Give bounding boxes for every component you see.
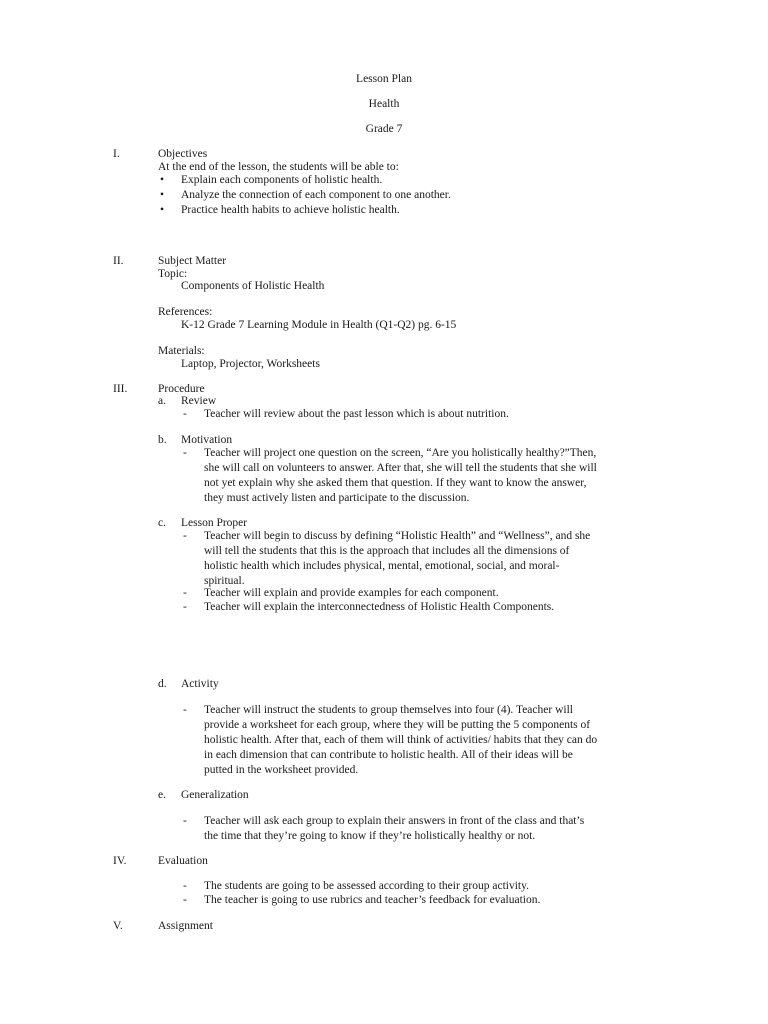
motivation-label: Motivation [181, 434, 233, 446]
section-numeral: IV. [113, 855, 127, 867]
procedure-heading: Procedure [158, 383, 205, 395]
objectives-heading: Objectives [158, 148, 208, 160]
activity-line: holistic health. After that, each of them will think of activities/ habits that they can do [204, 734, 598, 746]
objectives-intro: At the end of the lesson, the students will be able to: [158, 161, 399, 173]
activity-line: provide a worksheet for each group, where they will be putting the 5 components of [204, 719, 591, 731]
dash-marker: - [183, 704, 187, 716]
lesson-proper-line: spiritual. [204, 575, 245, 587]
step-letter: c. [158, 517, 166, 529]
evaluation-item: The students are going to be assessed according to their group activity. [204, 880, 529, 892]
dash-marker: - [183, 894, 187, 906]
bullet-icon: • [160, 204, 165, 216]
lesson-proper-item: Teacher will explain and provide examples for each component. [204, 587, 499, 599]
step-letter: a. [158, 395, 166, 407]
motivation-line: not yet explain why she asked them that question. If they want to know the answer, [204, 477, 587, 489]
generalization-line: Teacher will ask each group to explain their answers in front of the class and that’s [204, 815, 585, 827]
section-numeral: V. [113, 920, 123, 932]
dash-marker: - [183, 447, 187, 459]
dash-marker: - [183, 601, 187, 613]
section-numeral: I. [113, 148, 120, 160]
lesson-proper-line: holistic health which includes physical, mental, emotional, social, and moral- [204, 560, 560, 572]
document-subject: Health [368, 98, 400, 110]
step-letter: e. [158, 789, 166, 801]
objective-item: Analyze the connection of each component to one another. [181, 189, 451, 201]
topic-label: Topic: [158, 268, 188, 280]
materials-label: Materials: [158, 345, 205, 357]
dash-marker: - [183, 587, 187, 599]
motivation-line: Teacher will project one question on the screen, “Are you holistically healthy?”Then, [204, 447, 597, 459]
lesson-proper-line: Teacher will begin to discuss by defining “Holistic Health” and “Wellness”, and she [204, 530, 591, 542]
materials-value: Laptop, Projector, Worksheets [181, 358, 320, 370]
generalization-label: Generalization [181, 789, 249, 801]
lesson-proper-item: Teacher will explain the interconnectedness of Holistic Health Components. [204, 601, 555, 613]
dash-marker: - [183, 815, 187, 827]
bullet-icon: • [160, 189, 165, 201]
subject-matter-heading: Subject Matter [158, 255, 227, 267]
activity-line: in each dimension that can contribute to holistic health. All of their ideas will be [204, 749, 573, 761]
step-letter: d. [158, 678, 167, 690]
assignment-heading: Assignment [158, 920, 213, 932]
topic-value: Components of Holistic Health [181, 280, 325, 292]
activity-line: putted in the worksheet provided. [204, 764, 359, 776]
dash-marker: - [183, 408, 187, 420]
activity-line: Teacher will instruct the students to group themselves into four (4). Teacher will [204, 704, 573, 716]
section-numeral: II. [113, 255, 124, 267]
dash-marker: - [183, 880, 187, 892]
activity-label: Activity [181, 678, 219, 690]
motivation-line: she will call on volunteers to answer. After that, she will tell the students that she will [204, 462, 597, 474]
lesson-proper-label: Lesson Proper [181, 517, 248, 529]
motivation-line: they must actively listen and participate to the discussion. [204, 492, 470, 504]
references-value: K-12 Grade 7 Learning Module in Health (Q1-Q2) pg. 6-15 [181, 319, 457, 331]
document-title: Lesson Plan [356, 73, 412, 85]
evaluation-item: The teacher is going to use rubrics and teacher’s feedback for evaluation. [204, 894, 541, 906]
document-grade: Grade 7 [365, 123, 403, 135]
dash-marker: - [183, 530, 187, 542]
objective-item: Explain each components of holistic health. [181, 174, 383, 186]
review-label: Review [181, 395, 217, 407]
bullet-icon: • [160, 174, 165, 186]
evaluation-heading: Evaluation [158, 855, 208, 867]
lesson-proper-line: will tell the students that this is the approach that includes all the dimensions of [204, 545, 570, 557]
review-item: Teacher will review about the past lesson which is about nutrition. [204, 408, 509, 420]
objective-item: Practice health habits to achieve holistic health. [181, 204, 400, 216]
references-label: References: [158, 306, 213, 318]
step-letter: b. [158, 434, 167, 446]
generalization-line: the time that they’re going to know if they’re holistically healthy or not. [204, 830, 536, 842]
section-numeral: III. [113, 383, 128, 395]
